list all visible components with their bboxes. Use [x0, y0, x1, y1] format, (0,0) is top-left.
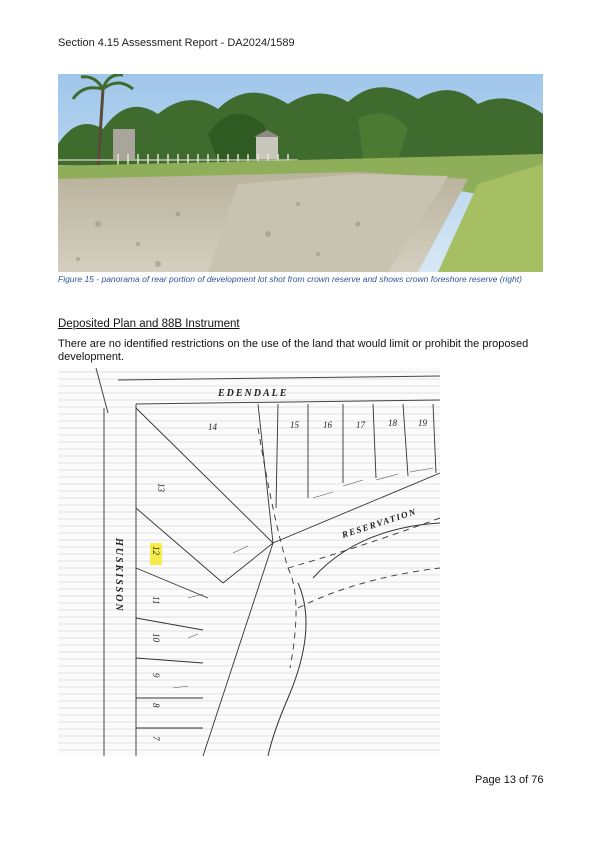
plan-lot-16: 16: [323, 420, 332, 430]
plan-lot-7: 7: [151, 736, 161, 741]
plan-lot-8: 8: [151, 703, 161, 708]
plan-street-left: HUSKISSON: [113, 538, 124, 613]
plan-lot-18: 18: [388, 418, 397, 428]
plan-lot-10: 10: [151, 633, 161, 642]
plan-lot-13: 13: [156, 483, 166, 492]
figure-caption: Figure 15 - panorama of rear portion of development lot shot from crown reserve and shows crown foreshore reserve (right): [58, 274, 522, 284]
site-panorama-photo: [58, 74, 543, 272]
plan-street-top: EDENDALE: [218, 388, 289, 399]
report-header: Section 4.15 Assessment Report - DA2024/1589: [58, 37, 295, 49]
plan-lot-14: 14: [208, 422, 217, 432]
plan-lot-15: 15: [290, 420, 299, 430]
plan-lot-12: 12: [151, 546, 161, 555]
plan-lot-17: 17: [356, 420, 365, 430]
plan-lot-19: 19: [418, 418, 427, 428]
deposited-plan-image: [58, 368, 440, 756]
section-body-text: There are no identified restrictions on the use of the land that would limit or prohibit the proposed development.: [58, 338, 529, 363]
section-heading: Deposited Plan and 88B Instrument: [58, 318, 240, 330]
plan-reservation-label: RESERVATION: [340, 506, 418, 540]
page-number: Page 13 of 76: [475, 774, 544, 786]
plan-lot-11: 11: [151, 596, 161, 605]
plan-lot-9: 9: [151, 673, 161, 678]
